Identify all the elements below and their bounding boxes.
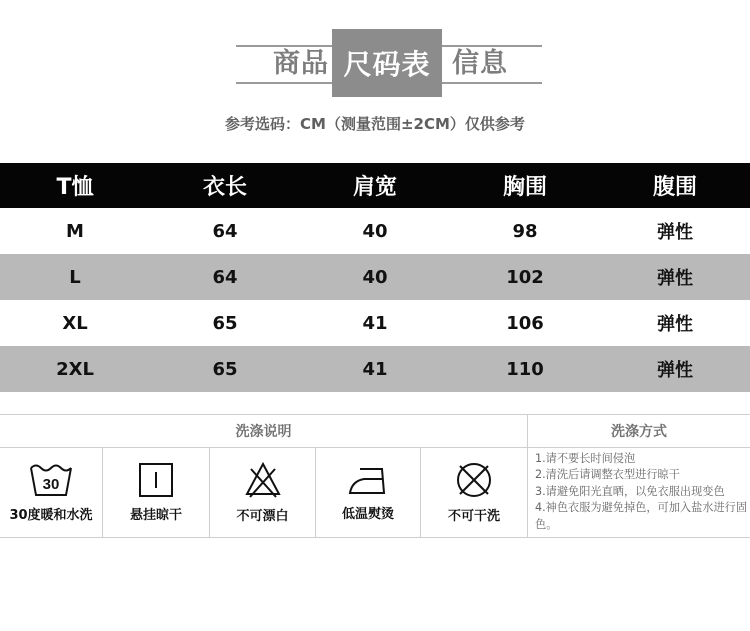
table-cell: 64 [212,220,238,242]
table-cell: 弹性 [657,268,693,289]
table-row [0,254,750,300]
care-method-item: 1.请不要长时间侵泡 [535,452,636,465]
care-label: 悬挂晾干 [129,508,182,523]
table-cell: M [66,220,84,242]
table-cell: 弹性 [657,314,693,335]
table-cell: 41 [362,312,388,334]
care-method-list [535,451,750,533]
care-method-item: 2.清洗后请调整衣型进行晾干 [535,468,680,482]
table-cell: 40 [362,266,388,288]
title-highlight-box: 尺码表 [332,29,442,97]
care-method-item: 3.请避免阳光直晒，以免衣服出现变色 [535,484,725,498]
table-cell: 110 [506,358,544,380]
table-cell: 弹性 [657,360,693,381]
care-label: 低温熨烫 [341,507,394,522]
care-item-dry [103,448,209,537]
size-table [0,163,750,392]
table-cell: 2XL [56,358,94,380]
column-header: T恤 [56,175,94,200]
table-cell: 40 [362,220,388,242]
no-dry-clean-icon [454,461,494,499]
title-left-text: 商品 [273,48,329,79]
care-section [0,414,750,538]
measurement-note: 参考选码：CM（测量范围±2CM）仅供参考 [225,115,525,133]
care-label: 不可漂白 [236,509,289,524]
care-method-title: 洗涤方式 [611,423,667,440]
care-item-dryclean [421,448,527,537]
title-right-text: 信息 [452,48,508,79]
table-cell: L [69,266,81,288]
low-iron-icon [346,463,390,497]
table-cell: 65 [212,312,238,334]
line-dry-icon [136,462,176,498]
care-instructions-title: 洗涤说明 [235,423,292,440]
table-cell: 106 [506,312,544,334]
column-header: 腹围 [652,175,697,200]
column-header: 肩宽 [352,175,397,200]
care-divider [0,537,750,538]
column-header: 胸围 [502,175,547,200]
table-cell: 41 [362,358,388,380]
care-method-item: 4.神色衣服为避免掉色，可加入盐水进行固色。 [535,501,748,531]
table-row [0,300,750,346]
table-cell: 102 [506,266,544,288]
wash-30-icon [28,462,74,498]
care-item-iron [316,448,420,537]
table-cell: 98 [512,220,538,242]
table-cell: 65 [212,358,238,380]
table-row [0,208,750,254]
table-cell: XL [62,312,88,334]
size-table-header [0,163,750,208]
table-cell: 弹性 [657,222,693,243]
column-header: 衣长 [202,175,247,200]
care-item-bleach [210,448,315,537]
wash-temp-label: 30 [42,476,60,493]
table-cell: 64 [212,266,238,288]
care-label: 不可干洗 [447,509,500,524]
care-item-wash [0,448,102,537]
care-label: 30度暖和水洗 [9,508,93,523]
no-bleach-icon [243,461,283,499]
table-row [0,346,750,392]
